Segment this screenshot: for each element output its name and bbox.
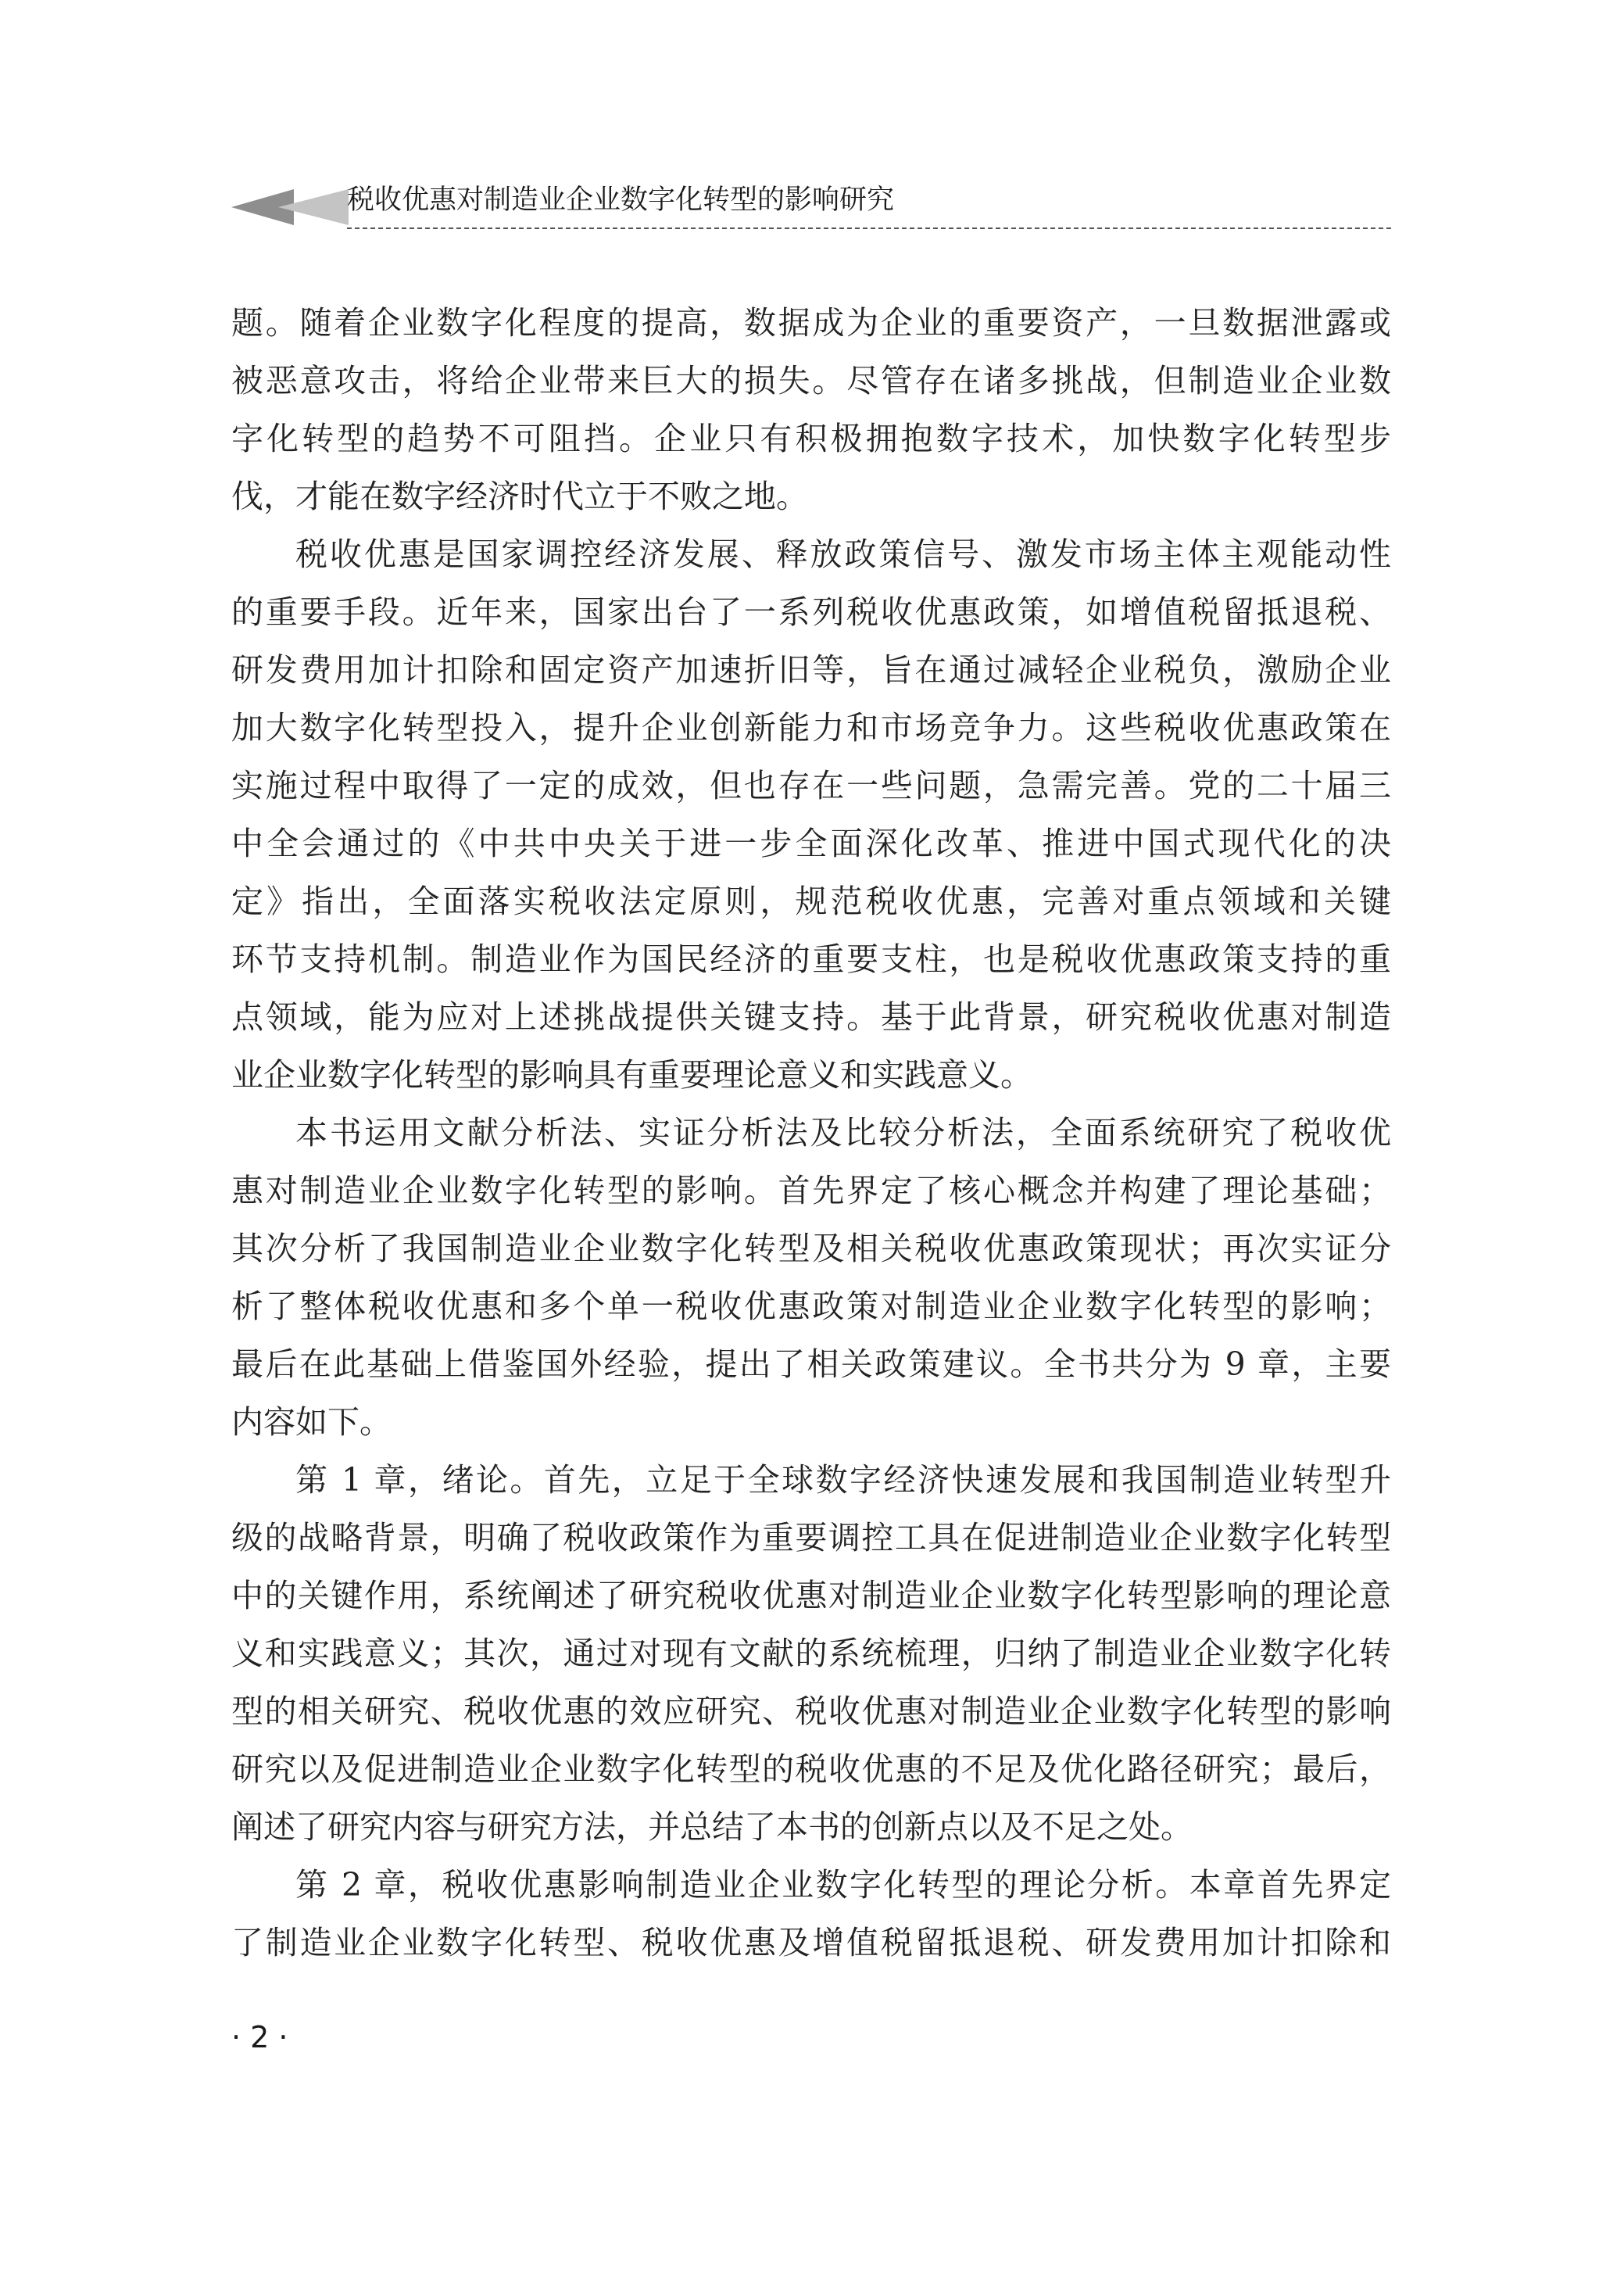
text-line: 了制造业企业数字化转型、税收优惠及增值税留抵退税、研发费用加计扣除和 <box>231 1924 1391 1961</box>
text-line: 惠对制造业企业数字化转型的影响。首先界定了核心概念并构建了理论基础； <box>231 1172 1391 1209</box>
text-line: 型的相关研究、税收优惠的效应研究、税收优惠对制造业企业数字化转型的影响 <box>231 1693 1391 1730</box>
page-number: · 2 · <box>231 2020 288 2054</box>
paragraph <box>231 1451 1391 1856</box>
text-line: 题。随着企业数字化程度的提高，数据成为企业的重要资产，一旦数据泄露或 <box>231 304 1391 342</box>
paragraph <box>231 525 1391 1104</box>
text-line: 环节支持机制。制造业作为国民经济的重要支柱，也是税收优惠政策支持的重 <box>231 940 1391 978</box>
text-line: 中全会通过的《中共中央关于进一步全面深化改革、推进中国式现代化的决 <box>231 825 1391 862</box>
text-line: 加大数字化转型投入，提升企业创新能力和市场竞争力。这些税收优惠政策在 <box>231 709 1391 747</box>
paragraph <box>231 1856 1391 1972</box>
text-line: 内容如下。 <box>231 1403 392 1441</box>
text-line: 研究以及促进制造业企业数字化转型的税收优惠的不足及优化路径研究；最后， <box>231 1750 1391 1788</box>
text-line: 字化转型的趋势不可阻挡。企业只有积极拥抱数字技术，加快数字化转型步 <box>231 420 1391 457</box>
text-line: 的重要手段。近年来，国家出台了一系列税收优惠政策，如增值税留抵退税、 <box>231 593 1391 631</box>
text-line: 第 1 章，绪论。首先，立足于全球数字经济快速发展和我国制造业转型升 <box>295 1461 1391 1499</box>
text-line: 定》指出，全面落实税收法定原则，规范税收优惠，完善对重点领域和关键 <box>231 883 1391 920</box>
text-line: 点领域，能为应对上述挑战提供关键支持。基于此背景，研究税收优惠对制造 <box>231 998 1391 1036</box>
text-line: 本书运用文献分析法、实证分析法及比较分析法，全面系统研究了税收优 <box>295 1114 1391 1152</box>
text-line: 实施过程中取得了一定的成效，但也存在一些问题，急需完善。党的二十届三 <box>231 767 1391 804</box>
text-line: 税收优惠是国家调控经济发展、释放政策信号、激发市场主体主观能动性 <box>295 536 1391 573</box>
text-line: 中的关键作用，系统阐述了研究税收优惠对制造业企业数字化转型影响的理论意 <box>231 1577 1391 1614</box>
text-line: 阐述了研究内容与研究方法，并总结了本书的创新点以及不足之处。 <box>231 1808 1193 1846</box>
text-line: 被恶意攻击，将给企业带来巨大的损失。尽管存在诸多挑战，但制造业企业数 <box>231 362 1391 399</box>
double-arrow-left-icon <box>231 188 349 227</box>
header-divider <box>347 227 1391 229</box>
running-header <box>231 178 1391 235</box>
text-line: 研发费用加计扣除和固定资产加速折旧等，旨在通过减轻企业税负，激励企业 <box>231 651 1391 689</box>
text-line: 级的战略背景，明确了税收政策作为重要调控工具在促进制造业企业数字化转型 <box>231 1519 1391 1556</box>
text-line: 义和实践意义；其次，通过对现有文献的系统梳理，归纳了制造业企业数字化转 <box>231 1635 1391 1672</box>
paragraph <box>231 294 1391 525</box>
text-line: 第 2 章，税收优惠影响制造业企业数字化转型的理论分析。本章首先界定 <box>295 1866 1391 1904</box>
text-line: 最后在此基础上借鉴国外经验，提出了相关政策建议。全书共分为 9 章，主要 <box>231 1345 1391 1383</box>
paragraph <box>231 1104 1391 1451</box>
text-line: 其次分析了我国制造业企业数字化转型及相关税收优惠政策现状；再次实证分 <box>231 1230 1391 1267</box>
text-line: 业企业数字化转型的影响具有重要理论意义和实践意义。 <box>231 1056 1032 1094</box>
text-line: 析了整体税收优惠和多个单一税收优惠政策对制造业企业数字化转型的影响； <box>231 1288 1391 1325</box>
book-title: 税收优惠对制造业企业数字化转型的影响研究 <box>347 184 895 216</box>
text-line: 伐，才能在数字经济时代立于不败之地。 <box>231 478 808 515</box>
body-text <box>231 294 1391 1972</box>
